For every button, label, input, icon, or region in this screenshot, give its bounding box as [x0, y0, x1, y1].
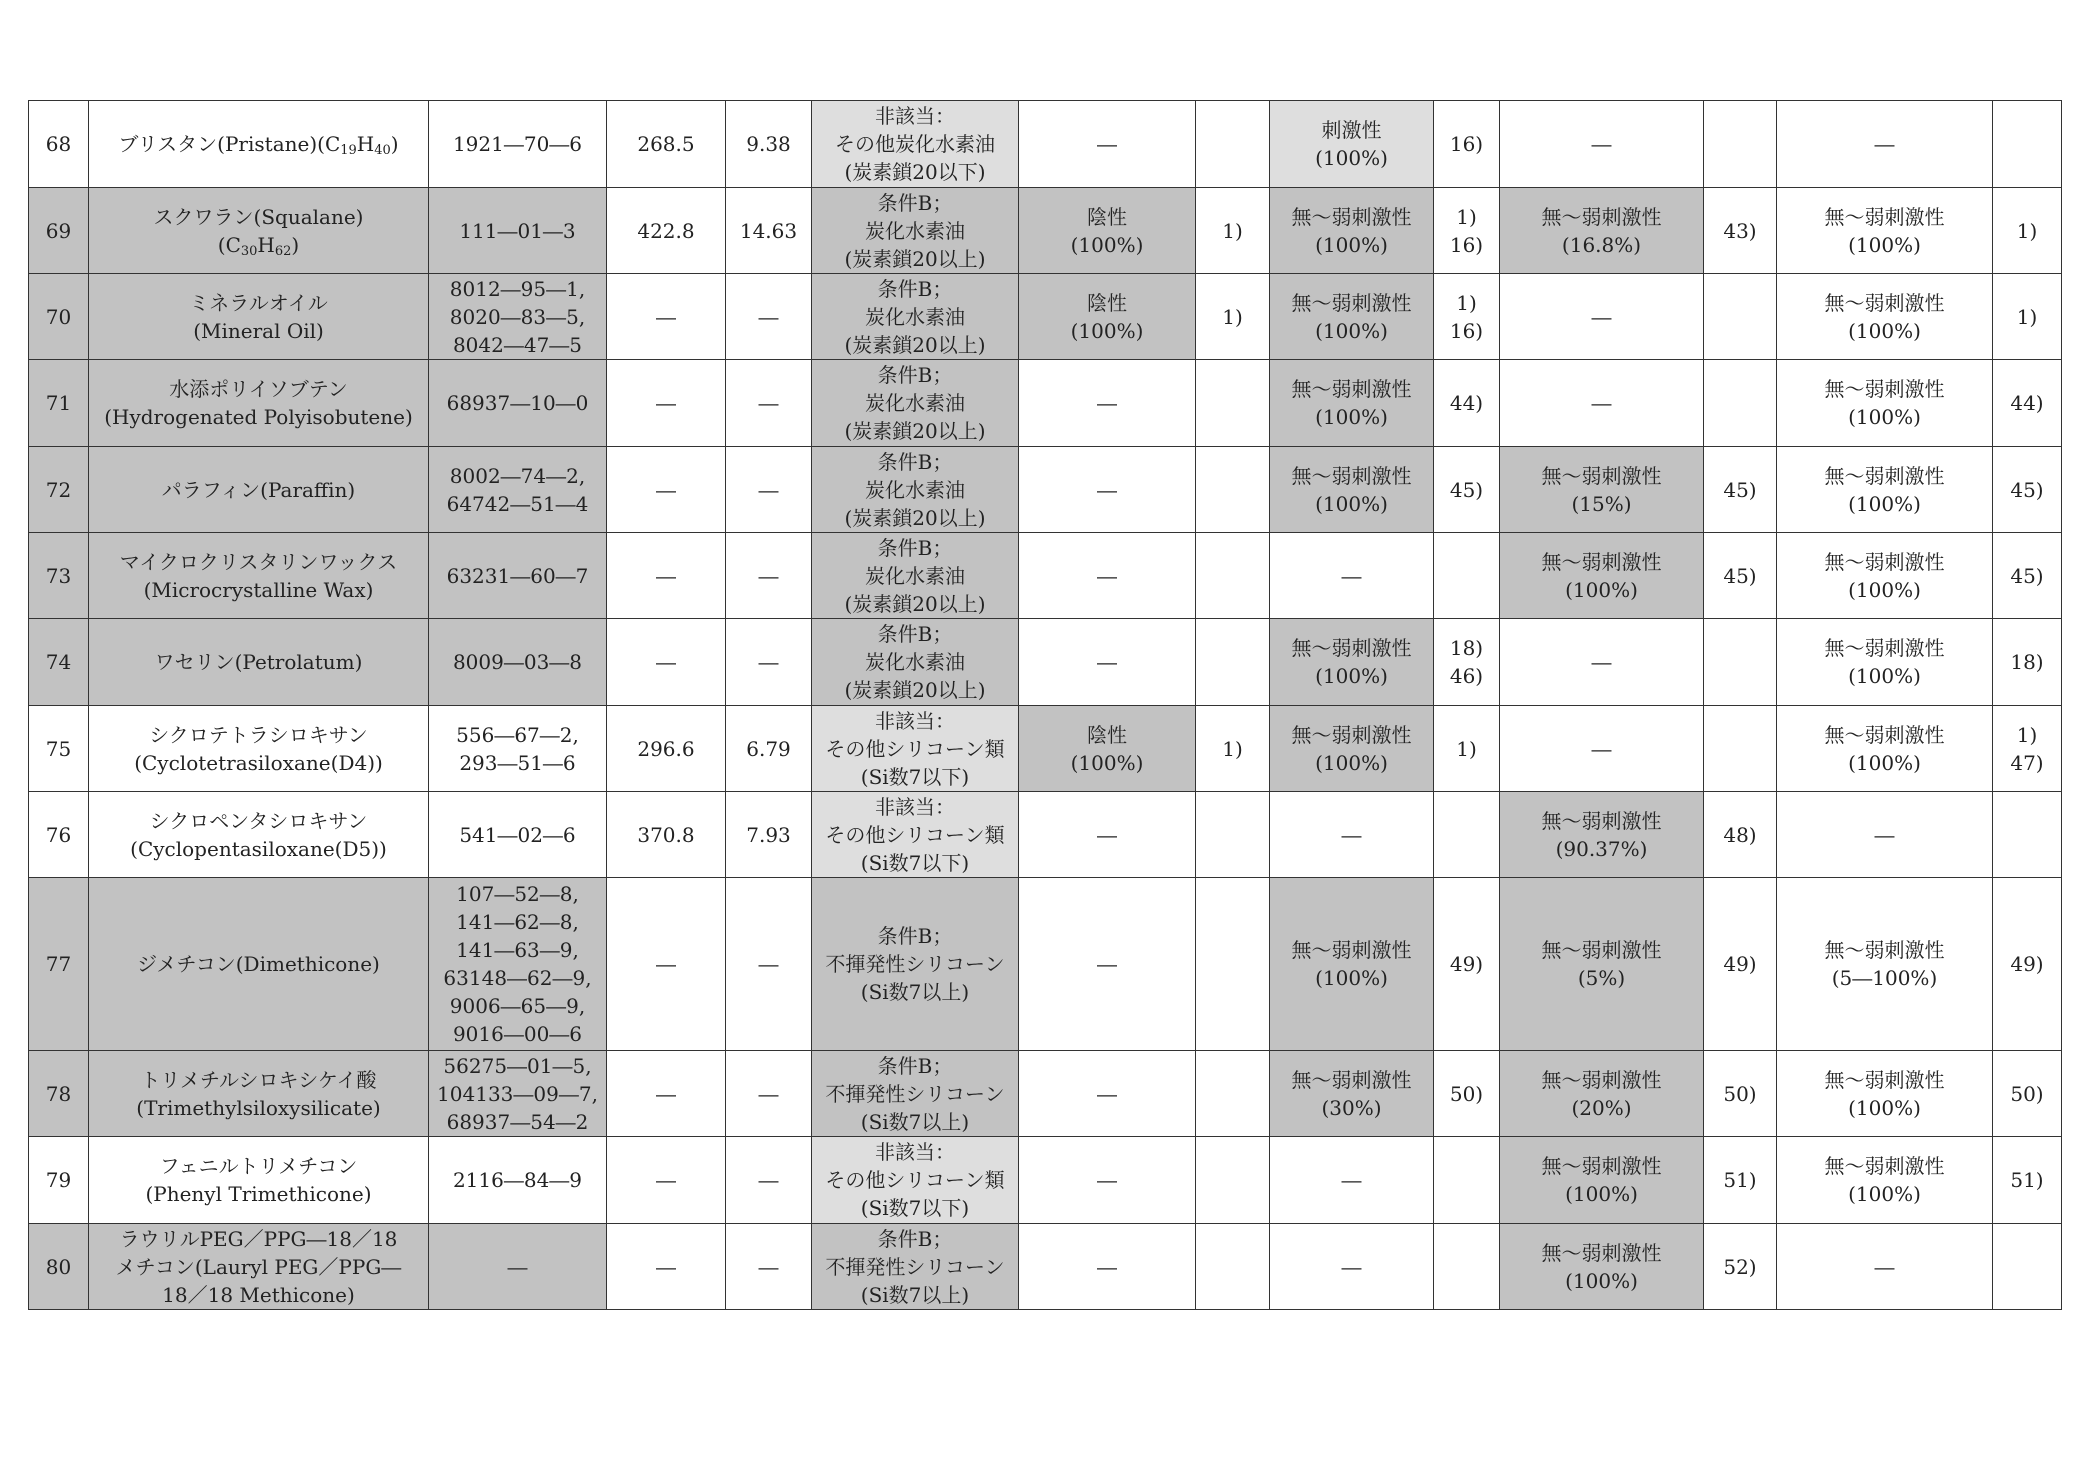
- log-p: 6.79: [726, 706, 812, 792]
- result-cell: 無～弱刺激性 (100%): [1500, 533, 1704, 619]
- cas-number: 2116―84―9: [429, 1137, 607, 1224]
- category-cell: 非該当： その他シリコーン類 (Si数7以下): [812, 1137, 1019, 1224]
- result-cell: 無～弱刺激性 (100%): [1777, 360, 1993, 447]
- result-cell: 無～弱刺激性 (100%): [1270, 360, 1434, 447]
- reference-cell: 1): [1993, 274, 2062, 360]
- result-cell: 無～弱刺激性 (100%): [1777, 533, 1993, 619]
- boiling-point: ―: [607, 1137, 726, 1224]
- result-cell: 無～弱刺激性 (100%): [1270, 706, 1434, 792]
- reference-cell: [1196, 878, 1270, 1051]
- reference-cell: 18) 46): [1434, 619, 1500, 706]
- reference-cell: 44): [1434, 360, 1500, 447]
- row-number: 79: [29, 1137, 89, 1224]
- reference-cell: [1704, 274, 1777, 360]
- result-cell: 無～弱刺激性 (100%): [1270, 878, 1434, 1051]
- result-cell: 無～弱刺激性 (100%): [1500, 1137, 1704, 1224]
- cas-number: 68937―10―0: [429, 360, 607, 447]
- boiling-point: ―: [607, 447, 726, 533]
- table-row: [29, 188, 2062, 274]
- result-cell: ―: [1270, 533, 1434, 619]
- boiling-point: 370.8: [607, 792, 726, 878]
- log-p: ―: [726, 619, 812, 706]
- category-cell: 条件B； 不揮発性シリコーン (Si数7以上): [812, 878, 1019, 1051]
- result-cell: 無～弱刺激性 (5%): [1500, 878, 1704, 1051]
- ingredient-name: ブリスタン$(Pristane)(C_{19}H_{40})$: [89, 101, 429, 188]
- reference-cell: 1) 16): [1434, 274, 1500, 360]
- result-cell: ―: [1019, 101, 1196, 188]
- reference-cell: 50): [1434, 1051, 1500, 1137]
- reference-cell: [1196, 360, 1270, 447]
- reference-cell: 45): [1434, 447, 1500, 533]
- ingredient-name: スクワラン(Squalane) $(C_{30}H_{62})$: [89, 188, 429, 274]
- cas-number: 8002―74―2, 64742―51―4: [429, 447, 607, 533]
- reference-cell: [1196, 792, 1270, 878]
- category-cell: 条件B； 炭化水素油 (炭素鎖20以上): [812, 447, 1019, 533]
- reference-cell: 49): [1434, 878, 1500, 1051]
- ingredient-name: ラウリルPEG／PPG―18／18 メチコン(Lauryl PEG／PPG― 18／18 Methicone): [89, 1224, 429, 1310]
- result-cell: 無～弱刺激性 (90.37%): [1500, 792, 1704, 878]
- reference-cell: [1704, 706, 1777, 792]
- ingredient-name: ジメチコン(Dimethicone): [89, 878, 429, 1051]
- row-number: 76: [29, 792, 89, 878]
- category-cell: 非該当： その他炭化水素油 (炭素鎖20以下): [812, 101, 1019, 188]
- category-cell: 条件B； 炭化水素油 (炭素鎖20以上): [812, 188, 1019, 274]
- ingredient-name: トリメチルシロキシケイ酸 (Trimethylsiloxysilicate): [89, 1051, 429, 1137]
- result-cell: ―: [1500, 274, 1704, 360]
- cas-number: 1921―70―6: [429, 101, 607, 188]
- reference-cell: [1196, 447, 1270, 533]
- reference-cell: 1): [1196, 274, 1270, 360]
- result-cell: 無～弱刺激性 (20%): [1500, 1051, 1704, 1137]
- row-number: 77: [29, 878, 89, 1051]
- result-cell: ―: [1019, 1051, 1196, 1137]
- reference-cell: 1): [1434, 706, 1500, 792]
- table-row: [29, 1224, 2062, 1310]
- table-row: [29, 706, 2062, 792]
- boiling-point: 268.5: [607, 101, 726, 188]
- cas-number: ―: [429, 1224, 607, 1310]
- reference-cell: 52): [1704, 1224, 1777, 1310]
- reference-cell: 44): [1993, 360, 2062, 447]
- result-cell: ―: [1019, 447, 1196, 533]
- ingredient-name: パラフィン(Paraffin): [89, 447, 429, 533]
- row-number: 70: [29, 274, 89, 360]
- row-number: 68: [29, 101, 89, 188]
- log-p: 7.93: [726, 792, 812, 878]
- boiling-point: ―: [607, 1224, 726, 1310]
- ingredient-table: [28, 100, 2062, 1310]
- result-cell: 無～弱刺激性 (16.8%): [1500, 188, 1704, 274]
- result-cell: ―: [1019, 619, 1196, 706]
- reference-cell: [1993, 1224, 2062, 1310]
- reference-cell: [1704, 619, 1777, 706]
- table-row: [29, 878, 2062, 1051]
- result-cell: ―: [1019, 878, 1196, 1051]
- log-p: 9.38: [726, 101, 812, 188]
- table-row: [29, 274, 2062, 360]
- result-cell: ―: [1500, 706, 1704, 792]
- reference-cell: 1) 16): [1434, 188, 1500, 274]
- reference-cell: [1434, 533, 1500, 619]
- result-cell: 無～弱刺激性 (100%): [1270, 188, 1434, 274]
- table-row: [29, 1137, 2062, 1224]
- row-number: 74: [29, 619, 89, 706]
- cas-number: 107―52―8, 141―62―8, 141―63―9, 63148―62―9, 9006―65―9, 9016―00―6: [429, 878, 607, 1051]
- result-cell: 陰性 (100%): [1019, 188, 1196, 274]
- reference-cell: 49): [1704, 878, 1777, 1051]
- log-p: ―: [726, 1224, 812, 1310]
- category-cell: 非該当： その他シリコーン類 (Si数7以下): [812, 792, 1019, 878]
- boiling-point: ―: [607, 360, 726, 447]
- row-number: 69: [29, 188, 89, 274]
- result-cell: 無～弱刺激性 (15%): [1500, 447, 1704, 533]
- result-cell: 無～弱刺激性 (100%): [1777, 1137, 1993, 1224]
- result-cell: 無～弱刺激性 (100%): [1777, 188, 1993, 274]
- result-cell: 無～弱刺激性 (100%): [1777, 447, 1993, 533]
- result-cell: 無～弱刺激性 (100%): [1777, 1051, 1993, 1137]
- table-row: [29, 1051, 2062, 1137]
- result-cell: 陰性 (100%): [1019, 274, 1196, 360]
- reference-cell: 43): [1704, 188, 1777, 274]
- result-cell: 無～弱刺激性 (100%): [1270, 274, 1434, 360]
- row-number: 80: [29, 1224, 89, 1310]
- reference-cell: 45): [1993, 447, 2062, 533]
- result-cell: ―: [1019, 533, 1196, 619]
- reference-cell: [1434, 792, 1500, 878]
- result-cell: ―: [1019, 1224, 1196, 1310]
- result-cell: ―: [1777, 101, 1993, 188]
- reference-cell: [1993, 101, 2062, 188]
- log-p: ―: [726, 878, 812, 1051]
- result-cell: ―: [1019, 1137, 1196, 1224]
- boiling-point: ―: [607, 1051, 726, 1137]
- reference-cell: [1196, 533, 1270, 619]
- boiling-point: 296.6: [607, 706, 726, 792]
- result-cell: 刺激性 (100%): [1270, 101, 1434, 188]
- ingredient-name: シクロテトラシロキサン (Cyclotetrasiloxane(D4)): [89, 706, 429, 792]
- cas-number: 556―67―2, 293―51―6: [429, 706, 607, 792]
- row-number: 75: [29, 706, 89, 792]
- log-p: ―: [726, 447, 812, 533]
- reference-cell: 48): [1704, 792, 1777, 878]
- category-cell: 非該当： その他シリコーン類 (Si数7以下): [812, 706, 1019, 792]
- table-row: [29, 792, 2062, 878]
- result-cell: 無～弱刺激性 (5―100%): [1777, 878, 1993, 1051]
- reference-cell: [1704, 101, 1777, 188]
- category-cell: 条件B； 炭化水素油 (炭素鎖20以上): [812, 533, 1019, 619]
- reference-cell: [1196, 1224, 1270, 1310]
- log-p: ―: [726, 360, 812, 447]
- row-number: 78: [29, 1051, 89, 1137]
- reference-cell: 51): [1993, 1137, 2062, 1224]
- cas-number: 56275―01―5, 104133―09―7, 68937―54―2: [429, 1051, 607, 1137]
- result-cell: ―: [1500, 619, 1704, 706]
- table-row: [29, 447, 2062, 533]
- boiling-point: ―: [607, 619, 726, 706]
- result-cell: ―: [1270, 792, 1434, 878]
- reference-cell: [1704, 360, 1777, 447]
- reference-cell: 1): [1993, 188, 2062, 274]
- result-cell: ―: [1019, 792, 1196, 878]
- log-p: ―: [726, 1051, 812, 1137]
- reference-cell: [1196, 1137, 1270, 1224]
- category-cell: 条件B； 炭化水素油 (炭素鎖20以上): [812, 360, 1019, 447]
- result-cell: 無～弱刺激性 (100%): [1270, 619, 1434, 706]
- ingredient-name: ミネラルオイル (Mineral Oil): [89, 274, 429, 360]
- result-cell: 無～弱刺激性 (100%): [1270, 447, 1434, 533]
- reference-cell: 50): [1993, 1051, 2062, 1137]
- reference-cell: [1993, 792, 2062, 878]
- row-number: 71: [29, 360, 89, 447]
- row-number: 72: [29, 447, 89, 533]
- log-p: 14.63: [726, 188, 812, 274]
- ingredient-name: シクロペンタシロキサン (Cyclopentasiloxane(D5)): [89, 792, 429, 878]
- cas-number: 63231―60―7: [429, 533, 607, 619]
- result-cell: 無～弱刺激性 (100%): [1500, 1224, 1704, 1310]
- ingredient-name: マイクロクリスタリンワックス (Microcrystalline Wax): [89, 533, 429, 619]
- log-p: ―: [726, 274, 812, 360]
- reference-cell: [1434, 1137, 1500, 1224]
- result-cell: 無～弱刺激性 (30%): [1270, 1051, 1434, 1137]
- reference-cell: [1196, 619, 1270, 706]
- reference-cell: 45): [1704, 533, 1777, 619]
- category-cell: 条件B； 炭化水素油 (炭素鎖20以上): [812, 619, 1019, 706]
- result-cell: 無～弱刺激性 (100%): [1777, 706, 1993, 792]
- ingredient-name: ワセリン(Petrolatum): [89, 619, 429, 706]
- result-cell: ―: [1500, 101, 1704, 188]
- table-row: [29, 533, 2062, 619]
- boiling-point: ―: [607, 878, 726, 1051]
- reference-cell: [1434, 1224, 1500, 1310]
- reference-cell: 45): [1993, 533, 2062, 619]
- ingredient-name: 水添ポリイソブテン (Hydrogenated Polyisobutene): [89, 360, 429, 447]
- reference-cell: 45): [1704, 447, 1777, 533]
- boiling-point: ―: [607, 274, 726, 360]
- result-cell: ―: [1777, 1224, 1993, 1310]
- cas-number: 111―01―3: [429, 188, 607, 274]
- cas-number: 8012―95―1, 8020―83―5, 8042―47―5: [429, 274, 607, 360]
- boiling-point: ―: [607, 533, 726, 619]
- result-cell: ―: [1500, 360, 1704, 447]
- result-cell: ―: [1777, 792, 1993, 878]
- category-cell: 条件B； 炭化水素油 (炭素鎖20以上): [812, 274, 1019, 360]
- table-row: [29, 101, 2062, 188]
- result-cell: ―: [1019, 360, 1196, 447]
- result-cell: 無～弱刺激性 (100%): [1777, 274, 1993, 360]
- reference-cell: 50): [1704, 1051, 1777, 1137]
- cas-number: 541―02―6: [429, 792, 607, 878]
- boiling-point: 422.8: [607, 188, 726, 274]
- log-p: ―: [726, 1137, 812, 1224]
- category-cell: 条件B； 不揮発性シリコーン (Si数7以上): [812, 1224, 1019, 1310]
- ingredient-name: フェニルトリメチコン (Phenyl Trimethicone): [89, 1137, 429, 1224]
- reference-cell: 16): [1434, 101, 1500, 188]
- reference-cell: 49): [1993, 878, 2062, 1051]
- reference-cell: 1): [1196, 188, 1270, 274]
- result-cell: ―: [1270, 1137, 1434, 1224]
- result-cell: 陰性 (100%): [1019, 706, 1196, 792]
- reference-cell: [1196, 101, 1270, 188]
- result-cell: 無～弱刺激性 (100%): [1777, 619, 1993, 706]
- row-number: 73: [29, 533, 89, 619]
- reference-cell: 1) 47): [1993, 706, 2062, 792]
- reference-cell: 18): [1993, 619, 2062, 706]
- category-cell: 条件B； 不揮発性シリコーン (Si数7以上): [812, 1051, 1019, 1137]
- reference-cell: [1196, 1051, 1270, 1137]
- table-row: [29, 360, 2062, 447]
- reference-cell: 1): [1196, 706, 1270, 792]
- result-cell: ―: [1270, 1224, 1434, 1310]
- reference-cell: 51): [1704, 1137, 1777, 1224]
- table-row: [29, 619, 2062, 706]
- log-p: ―: [726, 533, 812, 619]
- cas-number: 8009―03―8: [429, 619, 607, 706]
